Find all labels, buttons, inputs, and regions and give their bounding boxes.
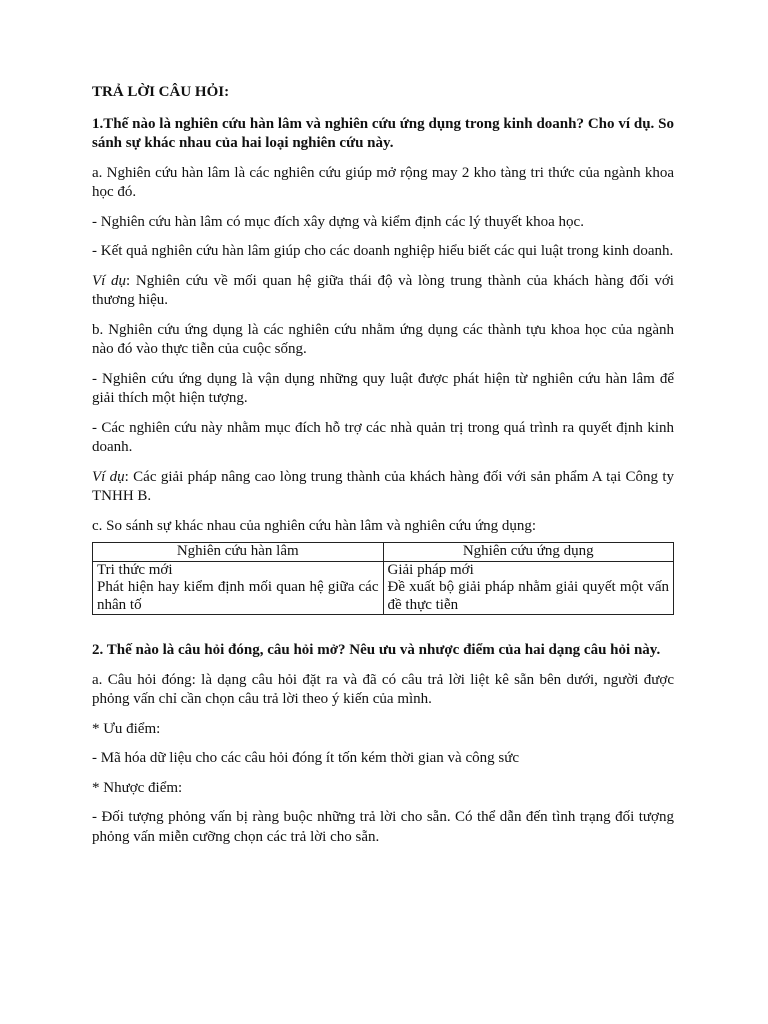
question-1-heading: 1.Thế nào là nghiên cứu hàn lâm và nghiên cứu ứng dụng trong kinh doanh? Cho ví dụ. So sánh sự khác nhau của hai loại nghiên cứu này. (92, 115, 674, 151)
comparison-table (92, 542, 674, 615)
q1-a-point-1: - Nghiên cứu hàn lâm có mục đích xây dựng và kiểm định các lý thuyết khoa học. (92, 213, 584, 230)
q1-a-point-2: - Kết quả nghiên cứu hàn lâm giúp cho các doanh nghiệp hiểu biết các qui luật trong kinh doanh. (92, 243, 674, 259)
q1-a-example (92, 272, 674, 311)
question-2-heading: 2. Thế nào là câu hỏi đóng, câu hỏi mở? Nêu ưu và nhược điểm của hai dạng câu hỏi này. (92, 642, 661, 658)
example-text: : Nghiên cứu về mối quan hệ giữa thái độ và lòng trung thành của khách hàng đối với thương hiệu. (92, 272, 674, 308)
cell-line: Giải pháp mới (387, 561, 474, 578)
table-header-academic: Nghiên cứu hàn lâm (93, 543, 384, 562)
q1-b-point-2: - Các nghiên cứu này nhằm mục đích hỗ trợ các nhà quản trị trong quá trình ra quyết định kinh doanh. (92, 419, 674, 455)
cell-line: Phát hiện hay kiểm định mối quan hệ giữa các nhân tố (97, 579, 379, 613)
example-label: Ví dụ (92, 468, 125, 485)
q1-b-example (92, 468, 674, 507)
pros-label: * Ưu điểm: (92, 720, 161, 737)
example-label: Ví dụ (92, 272, 127, 289)
cell-line: Tri thức mới (97, 561, 173, 578)
pros-item: - Mã hóa dữ liệu cho các câu hỏi đóng ít tốn kém thời gian và công sức (92, 750, 519, 766)
table-cell-academic (93, 561, 384, 615)
table-row (93, 561, 674, 615)
cons-label: * Nhược điểm: (92, 779, 183, 796)
table-header-applied: Nghiên cứu ứng dụng (383, 543, 674, 562)
q1-b-point-1: - Nghiên cứu ứng dụng là vận dụng những quy luật được phát hiện từ nghiên cứu hàn lâm để giải thích một hiện tượng. (92, 370, 674, 406)
q1-b-intro: b. Nghiên cứu ứng dụng là các nghiên cứu nhằm ứng dụng các thành tựu khoa học của ngành nào đó vào thực tiễn của cuộc sống. (92, 321, 674, 357)
example-text: : Các giải pháp nâng cao lòng trung thành của khách hàng đối với sản phẩm A tại Công ty TNHH B. (92, 468, 674, 504)
cell-line: Đề xuất bộ giải pháp nhằm giải quyết một vấn đề thực tiễn (387, 579, 669, 613)
page-title: TRẢ LỜI CÂU HỎI: (92, 84, 230, 100)
q1-a-intro: a. Nghiên cứu hàn lâm là các nghiên cứu giúp mở rộng may 2 kho tàng tri thức của ngành khoa học đó. (92, 164, 674, 200)
table-header-row (93, 543, 674, 562)
q1-c-intro: c. So sánh sự khác nhau của nghiên cứu hàn lâm và nghiên cứu ứng dụng: (92, 517, 537, 534)
table-cell-applied (383, 561, 674, 615)
cons-item: - Đối tượng phỏng vấn bị ràng buộc những trả lời cho sẵn. Có thể dẫn đến tình trạng đối tượng phỏng vấn miễn cưỡng chọn các trả lời cho sẵn. (92, 809, 674, 845)
document-body (92, 83, 674, 857)
q2-a-intro: a. Câu hỏi đóng: là dạng câu hỏi đặt ra và đã có câu trả lời liệt kê sẵn bên dưới, người được phỏng vấn chỉ cần chọn câu trả lời theo ý kiến của mình. (92, 671, 674, 707)
